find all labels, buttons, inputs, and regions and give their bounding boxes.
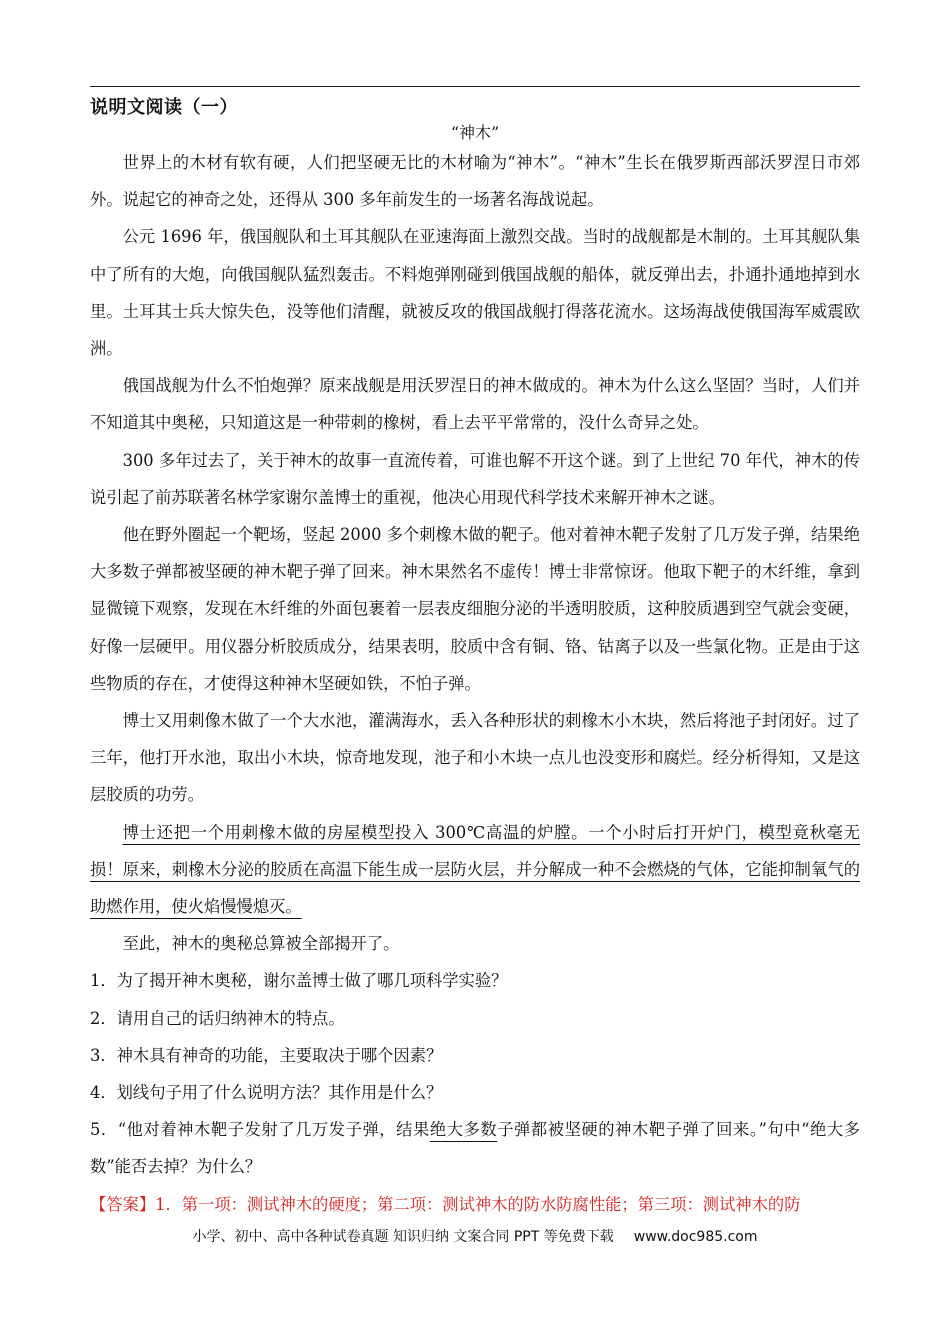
question-5 bbox=[90, 1111, 860, 1185]
question-3: 3．神木具有神奇的功能，主要取决于哪个因素？ bbox=[90, 1045, 443, 1065]
question-5-underlined: 绝大多数 bbox=[429, 1120, 498, 1140]
question-2: 2．请用自己的话归纳神木的特点。 bbox=[90, 1008, 345, 1028]
top-rule bbox=[90, 86, 860, 87]
closing-paragraph: 至此，神木的奥秘总算被全部揭开了。 bbox=[122, 934, 400, 954]
paragraph: 公元 1696 年，俄国舰队和土耳其舰队在亚速海面上激烈交战。当时的战舰都是木制的。土耳其舰队集中了所有的大炮，向俄国舰队猛烈轰击。不料炮弹刚碰到俄国战舰的船体，就反弹出去，扑通扑通地掉到水里。土耳其士兵大惊失色，没等他们清醒，就被反攻的俄国战舰打得落花流水。这场海战使俄国海军威震欧洲。 bbox=[90, 227, 860, 359]
answer-line bbox=[90, 1186, 860, 1223]
footer-site: www.doc985.com bbox=[633, 1229, 758, 1245]
paragraph: 博士又用刺像木做了一个大水池，灌满海水，丢入各种形状的刺橡木小木块，然后将池子封闭好。过了三年，他打开水池，取出小木块，惊奇地发现，池子和小木块一点儿也没变形和腐烂。经分析得知，又是这层胶质的功劳。 bbox=[90, 711, 860, 805]
article-body bbox=[90, 144, 860, 1223]
section-heading: 说明文阅读（一） bbox=[90, 97, 238, 118]
underlined-paragraph bbox=[90, 814, 860, 926]
paragraph: 300 多年过去了，关于神木的故事一直流传着，可谁也解不开这个谜。到了上世纪 70 年代，神木的传说引起了前苏联著名林学家谢尔盖博士的重视，他决心用现代科学技术来解开神木之谜。 bbox=[90, 450, 860, 507]
page-footer bbox=[0, 1226, 950, 1246]
question-1: 1．为了揭开神木奥秘，谢尔盖博士做了哪几项科学实验？ bbox=[90, 971, 508, 991]
underlined-sentence: 博士还把一个用刺橡木做的房屋模型投入 300℃高温的炉膛。一个小时后打开炉门，模型竟秋毫无损！原来，刺橡木分泌的胶质在高温下能生成一层防火层，并分解成一种不会燃烧的气体，它能抑制氧气的助燃作用，使火焰慢慢熄灭。 bbox=[90, 822, 860, 917]
paragraph: 他在野外圈起一个靶场，竖起 2000 多个刺橡木做的靶子。他对着神木靶子发射了几万发子弹，结果绝大多数子弹都被坚硬的神木靶子弹了回来。神木果然名不虚传！博士非常惊讶。他取下靶子的木纤维，拿到显微镜下观察，发现在木纤维的外面包裹着一层表皮细胞分泌的半透明胶质，这种胶质遇到空气就会变硬，好像一层硬甲。用仪器分析胶质成分，结果表明，胶质中含有铜、铬、钴离子以及一些氯化物。正是由于这些物质的存在，才使得这种神木坚硬如铁，不怕子弹。 bbox=[90, 525, 860, 693]
paragraph: 世界上的木材有软有硬，人们把坚硬无比的木材喻为“神木”。“神木”生长在俄罗斯西部沃罗涅日市郊外。说起它的神奇之处，还得从 300 多年前发生的一场著名海战说起。 bbox=[90, 153, 860, 210]
question-4: 4．划线句子用了什么说明方法？其作用是什么？ bbox=[90, 1083, 443, 1103]
question-5-after: 子弹都被坚硬的神木靶子弹了回来。”句中“绝大多数”能否去掉？为什么？ bbox=[90, 1120, 860, 1177]
question-5-before: 5．“他对着神木靶子发射了几万发子弹，结果 bbox=[90, 1120, 430, 1140]
answer-tag: 【答案】 bbox=[90, 1194, 156, 1214]
paragraph: 俄国战舰为什么不怕炮弹？原来战舰是用沃罗涅日的神木做成的。神木为什么这么坚固？当时，人们并不知道其中奥秘，只知道这是一种带刺的橡树，看上去平平常常的，没什么奇异之处。 bbox=[90, 376, 860, 433]
article-title: “神木” bbox=[450, 123, 500, 142]
answer-text: 1．第一项：测试神木的硬度；第二项：测试神木的防水防腐性能；第三项：测试神木的防 bbox=[155, 1194, 801, 1214]
footer-text: 小学、初中、高中各种试卷真题 知识归纳 文案合同 PPT 等免费下载 bbox=[192, 1229, 614, 1245]
